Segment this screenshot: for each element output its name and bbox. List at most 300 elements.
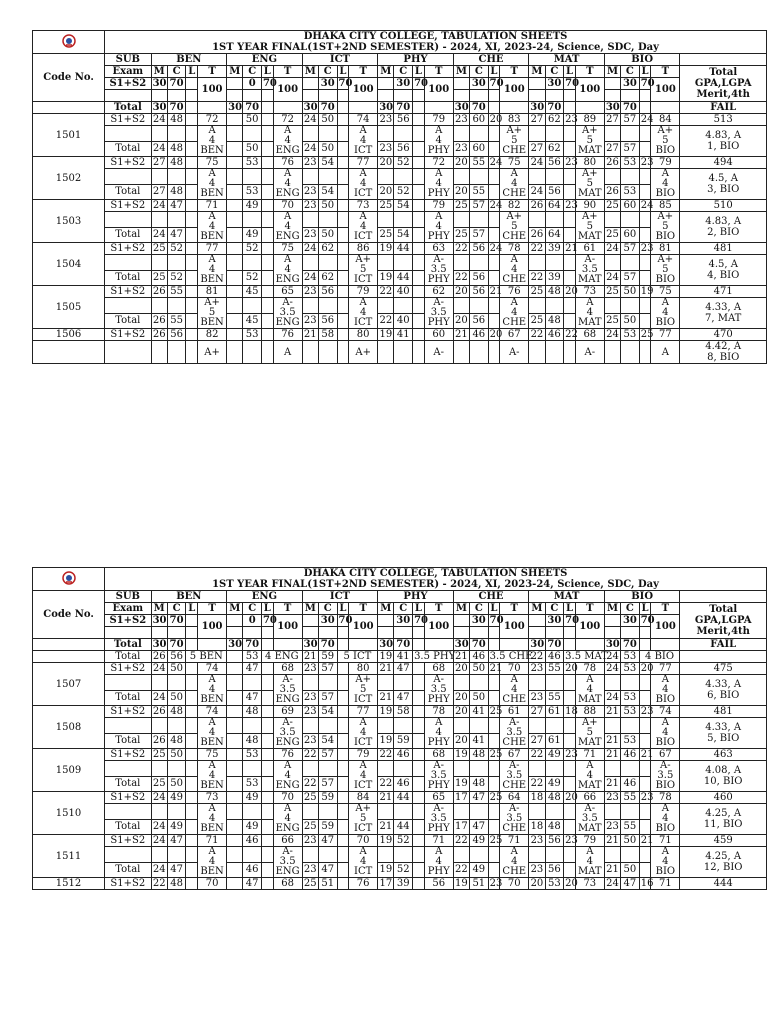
mark: 62 — [545, 114, 564, 126]
max-mark: 70 — [167, 78, 186, 90]
cell — [564, 675, 576, 691]
mark: 20 — [530, 878, 544, 889]
cell — [488, 126, 500, 142]
max-mark: 30 — [605, 102, 620, 113]
mark: 24 — [303, 243, 317, 254]
cell — [378, 298, 394, 314]
grade-point: 4 — [208, 264, 216, 275]
max-mark — [349, 102, 378, 114]
result-header-line: Total — [709, 67, 738, 78]
grade-cell — [413, 651, 454, 663]
letter-grade: A+ — [582, 211, 598, 222]
max-mark: 70 — [489, 615, 504, 626]
cell — [621, 341, 640, 364]
mark — [261, 878, 273, 890]
subject-code: ICT — [354, 188, 373, 199]
result-header-line: Total — [709, 604, 738, 615]
grade-point: 4 — [284, 813, 291, 824]
cell — [337, 627, 349, 639]
mark: 41 — [470, 733, 489, 749]
max-mark — [453, 78, 469, 90]
mark: 23 — [303, 706, 317, 717]
cell — [488, 227, 500, 243]
mark: 24 — [151, 690, 167, 706]
cell — [151, 255, 167, 271]
grade-point: 5 — [586, 727, 593, 738]
mark: 21 — [303, 329, 317, 340]
cell — [105, 847, 152, 863]
mark: 53 — [621, 184, 640, 200]
grade-point: 5 — [662, 264, 669, 275]
letter-grade: A — [359, 846, 367, 857]
cell — [151, 126, 167, 142]
grand-total: 481 — [680, 243, 767, 255]
cell — [488, 169, 500, 185]
mark: 47 — [470, 792, 489, 804]
subject-code: MAT — [578, 188, 602, 199]
mark: 52 — [394, 835, 413, 847]
merit: 7, MAT — [705, 313, 742, 324]
mark: 27 — [530, 114, 544, 125]
mark: 19 — [640, 286, 654, 297]
cell — [453, 804, 469, 820]
mark: 26 — [152, 651, 166, 662]
merit: 1, BIO — [707, 141, 740, 152]
cell — [151, 847, 167, 863]
cell — [639, 862, 651, 878]
mark: 21 — [606, 706, 619, 717]
mark: 47 — [167, 227, 186, 243]
max-mark: 70 — [470, 102, 489, 114]
cell — [261, 690, 273, 706]
mark: 47 — [621, 878, 640, 890]
student-row-partial — [33, 329, 767, 341]
total-label: Total — [105, 639, 152, 651]
mark: 44 — [394, 792, 413, 804]
cell — [261, 819, 273, 835]
mark: 50 — [621, 835, 640, 847]
max-mark: 30 — [228, 639, 243, 650]
column-header: C — [545, 603, 564, 615]
cell — [337, 298, 349, 314]
subject-total: 86 — [349, 243, 378, 255]
full-marks: 100 — [651, 78, 680, 102]
mark: 20 — [455, 663, 468, 674]
subject-total: 71 — [651, 878, 680, 890]
student-row — [33, 243, 767, 255]
mark: 49 — [243, 227, 262, 243]
mark: 48 — [545, 286, 564, 298]
grade-cell — [273, 255, 302, 286]
column-header: C — [318, 603, 337, 615]
grade-cell — [500, 718, 529, 749]
cell — [337, 227, 349, 243]
column-header: M — [529, 603, 545, 615]
grade-point: 4 — [586, 770, 593, 781]
max-mark — [488, 639, 500, 651]
cell — [302, 126, 318, 142]
subject-total: 79 — [349, 749, 378, 761]
mark: 19 — [455, 878, 468, 889]
cell — [261, 804, 273, 820]
s1s2-label: S1+S2 — [105, 792, 152, 804]
gpa-merit — [680, 255, 767, 286]
max-mark: 30 — [303, 102, 318, 113]
cell — [639, 718, 651, 734]
grade-cell — [424, 718, 453, 749]
mark: 23 — [640, 157, 654, 168]
subject-total: 84 — [651, 114, 680, 126]
mark: 24 — [606, 878, 619, 889]
letter-grade: A — [510, 674, 518, 685]
cell — [243, 675, 262, 691]
exam-label: Exam — [105, 603, 152, 615]
cell — [186, 804, 198, 820]
grade-point: 4 — [359, 135, 367, 146]
cell — [639, 776, 651, 792]
letter-grade: A — [435, 846, 443, 857]
cell — [488, 804, 500, 820]
grade-point: 3.5 — [657, 770, 674, 781]
subject-total: 63 — [424, 243, 453, 255]
mark — [186, 749, 198, 761]
column-header: M — [302, 603, 318, 615]
cell — [621, 718, 640, 734]
subject-total: 56 — [424, 878, 453, 890]
mark — [413, 329, 425, 341]
max-mark — [639, 639, 651, 651]
cell — [413, 90, 425, 102]
cell — [33, 102, 105, 114]
student-code: 1506 — [33, 329, 105, 341]
mark: 51 — [318, 878, 337, 890]
mark: 48 — [545, 819, 564, 835]
mark: 47 — [243, 690, 262, 706]
mark: 24 — [489, 200, 503, 211]
s1s2-label: S1+S2 — [105, 615, 152, 627]
mark: 22 — [529, 270, 545, 286]
grade-cell — [198, 255, 227, 286]
cell — [243, 847, 262, 863]
mark: 24 — [152, 114, 166, 125]
mark: 62 — [318, 270, 337, 286]
subject-total: 79 — [424, 114, 453, 126]
cell — [470, 341, 489, 364]
merit: 4, BIO — [707, 270, 740, 281]
mark — [261, 749, 273, 761]
subject-code: CHE — [502, 780, 527, 791]
cell — [227, 675, 243, 691]
mark: 23 — [303, 835, 317, 846]
mark: 56 — [167, 329, 186, 341]
cell — [243, 341, 262, 364]
letter-grade: A — [510, 297, 518, 308]
subject-code: BIO — [655, 866, 676, 877]
cell — [186, 126, 198, 142]
mark: 22 — [455, 835, 468, 846]
cell — [243, 804, 262, 820]
mark: 56 — [394, 114, 413, 126]
max-mark: 70 — [243, 102, 262, 114]
mark: 40 — [394, 313, 413, 329]
mark: 62 — [545, 141, 564, 157]
mark — [227, 651, 243, 663]
full-marks: 100 — [500, 78, 529, 102]
mark: 59 — [318, 792, 337, 804]
cell — [604, 298, 620, 314]
mark — [227, 706, 243, 718]
column-header: L — [261, 603, 273, 615]
cell — [167, 761, 186, 777]
mark: 50 — [167, 663, 186, 675]
letter-grade: A — [208, 803, 216, 814]
cell — [564, 313, 576, 329]
letter-grade: A — [208, 125, 216, 136]
cell — [413, 675, 425, 691]
cell — [378, 126, 394, 142]
column-header: M — [378, 603, 394, 615]
mark: 24 — [152, 835, 166, 846]
mark: 57 — [470, 227, 489, 243]
gpa: 4.33, A — [705, 302, 742, 313]
subject-total: 78 — [424, 706, 453, 718]
subject-total: 75 — [651, 286, 680, 298]
letter-grade: A+ — [349, 341, 378, 364]
letter-grade: A — [661, 717, 669, 728]
cell — [529, 761, 545, 777]
mark — [227, 286, 243, 298]
cell — [167, 675, 186, 691]
subject-total: 80 — [349, 329, 378, 341]
grade-point: 3.5 — [430, 813, 447, 824]
cell — [337, 675, 349, 691]
subject-code: MAT — [584, 651, 608, 662]
total-label: Total — [105, 102, 152, 114]
mark: 41 — [394, 651, 413, 663]
subject-code: PHY — [427, 188, 450, 199]
mark: 53 — [621, 651, 640, 663]
cell — [394, 718, 413, 734]
max-mark: 70 — [338, 615, 353, 626]
column-header: T — [198, 66, 227, 78]
cell — [488, 675, 500, 691]
cell — [302, 298, 318, 314]
mark: 20 — [453, 690, 469, 706]
max-mark: 70 — [318, 639, 337, 651]
cell — [105, 804, 152, 820]
cell — [545, 341, 564, 364]
subject-total: 67 — [500, 329, 529, 341]
subject-total: 71 — [198, 835, 227, 847]
mark — [227, 776, 243, 792]
subject-code: ICT — [354, 866, 373, 877]
mark: 61 — [545, 706, 564, 718]
max-mark — [273, 102, 302, 114]
merit: 3, BIO — [707, 184, 740, 195]
mark — [227, 690, 243, 706]
mark: 24 — [151, 862, 167, 878]
max-mark — [604, 615, 620, 627]
subject-header: BIO — [604, 54, 680, 66]
grade-cell — [198, 847, 227, 878]
column-header: C — [394, 603, 413, 615]
letter-grade: A — [359, 168, 367, 179]
grade-point: 4 — [511, 684, 518, 695]
mark: 24 — [152, 792, 166, 803]
student-code: 1504 — [33, 243, 105, 286]
letter-grade: A — [661, 674, 669, 685]
mark: 56 — [318, 286, 337, 298]
mark: 25 — [152, 749, 166, 760]
mark: 20 — [565, 878, 578, 889]
mark: 26 — [151, 313, 167, 329]
cell — [337, 819, 349, 835]
mark: 23 — [530, 663, 544, 674]
subject-header: BEN — [151, 54, 227, 66]
fail-header: FAIL — [680, 639, 767, 651]
grade-point: 3.5 — [430, 770, 447, 781]
mark: 49 — [470, 862, 489, 878]
subject-code: ENG — [275, 694, 300, 705]
gpa-merit — [680, 718, 767, 749]
cell — [394, 126, 413, 142]
cell — [337, 847, 349, 863]
mark: 23 — [565, 157, 578, 168]
cell — [529, 804, 545, 820]
cell — [604, 718, 620, 734]
max-mark: 70 — [565, 615, 580, 626]
letter-grade: A+ — [198, 341, 227, 364]
cell — [243, 90, 262, 102]
max-mark — [453, 615, 469, 627]
mark — [227, 227, 243, 243]
cell — [545, 627, 564, 639]
max-mark — [227, 78, 243, 90]
student-code: 1510 — [33, 792, 105, 835]
grade-point: 5 — [359, 684, 367, 695]
mark: 24 — [640, 200, 654, 211]
cell — [470, 298, 489, 314]
mark: 17 — [455, 792, 468, 803]
mark: 21 — [379, 663, 393, 674]
cell — [639, 313, 651, 329]
gpa: 4.25, A — [705, 808, 742, 819]
s1s2-label: S1+S2 — [105, 706, 152, 718]
mark: 21 — [604, 862, 620, 878]
letter-grade: A — [435, 168, 443, 179]
mark — [413, 878, 425, 890]
mark — [337, 114, 349, 126]
cell — [151, 804, 167, 820]
cell — [453, 212, 469, 228]
mark: 49 — [243, 819, 262, 835]
grade-cell — [349, 255, 378, 286]
merit: 2, BIO — [707, 227, 740, 238]
subject-header: CHE — [453, 591, 529, 603]
cell — [167, 341, 186, 364]
merit: 10, BIO — [703, 776, 743, 787]
cell — [413, 627, 425, 639]
cell — [337, 255, 349, 271]
cell — [337, 212, 349, 228]
mark: 52 — [394, 184, 413, 200]
grade-point: 3.5 — [506, 770, 523, 781]
subject-total: 64 — [500, 792, 529, 804]
mark: 47 — [318, 835, 337, 847]
cell — [337, 169, 349, 185]
mark: 45 — [243, 313, 262, 329]
mark: 22 — [379, 286, 393, 297]
full-marks: 100 — [575, 615, 604, 639]
cell — [564, 184, 576, 200]
cell — [186, 169, 198, 185]
subject-code: MAT — [578, 780, 602, 791]
mark: 55 — [621, 819, 640, 835]
grade-point: 5 — [511, 135, 518, 146]
mark — [227, 157, 243, 169]
cell — [545, 126, 564, 142]
gpa: 4.42, A — [705, 341, 742, 352]
grade-point: 3.5 — [506, 727, 523, 738]
mark: 24 — [606, 243, 619, 254]
subject-code: ICT — [354, 274, 373, 285]
mark: 50 — [243, 114, 262, 126]
mark: 23 — [303, 157, 317, 168]
cell — [337, 804, 349, 820]
cell — [227, 341, 243, 364]
subject-total: 68 — [575, 329, 604, 341]
s1s2-label: S1+S2 — [105, 749, 152, 761]
grade-cell — [651, 675, 680, 706]
subject-total: 81 — [198, 286, 227, 298]
cell — [261, 761, 273, 777]
mark: 27 — [604, 141, 620, 157]
grade-point: 5 — [359, 264, 367, 275]
s1s2-label: S1+S2 — [105, 663, 152, 675]
max-mark: 30 — [379, 639, 394, 650]
grade-cell — [349, 718, 378, 749]
max-mark: 30 — [394, 78, 413, 90]
mark: 49 — [167, 792, 186, 804]
letter-grade: A — [208, 846, 216, 857]
max-mark: 30 — [605, 639, 620, 650]
mark: 22 — [530, 651, 544, 662]
subject-total: 70 — [500, 878, 529, 890]
grand-total: 463 — [680, 749, 767, 761]
mark: 25 — [152, 243, 166, 254]
cell — [564, 227, 576, 243]
title-line-2: 1ST YEAR FINAL(1ST+2ND SEMESTER) - 2024, XI, 2023-24, Science, SDC, Day — [212, 42, 659, 53]
cell — [529, 847, 545, 863]
total-label: Total — [105, 690, 152, 706]
cell — [261, 270, 273, 286]
cell — [261, 126, 273, 142]
max-mark: 30 — [318, 615, 337, 627]
cell — [470, 761, 489, 777]
subject-code: PHY — [427, 231, 450, 242]
cell — [378, 341, 394, 364]
mark: 53 — [621, 690, 640, 706]
mark: 57 — [621, 114, 640, 126]
cell — [261, 862, 273, 878]
mark — [261, 114, 273, 126]
cell — [167, 718, 186, 734]
cell — [639, 627, 651, 639]
cell — [564, 847, 576, 863]
mark — [413, 157, 425, 169]
letter-grade: A — [586, 674, 594, 685]
cell — [564, 298, 576, 314]
